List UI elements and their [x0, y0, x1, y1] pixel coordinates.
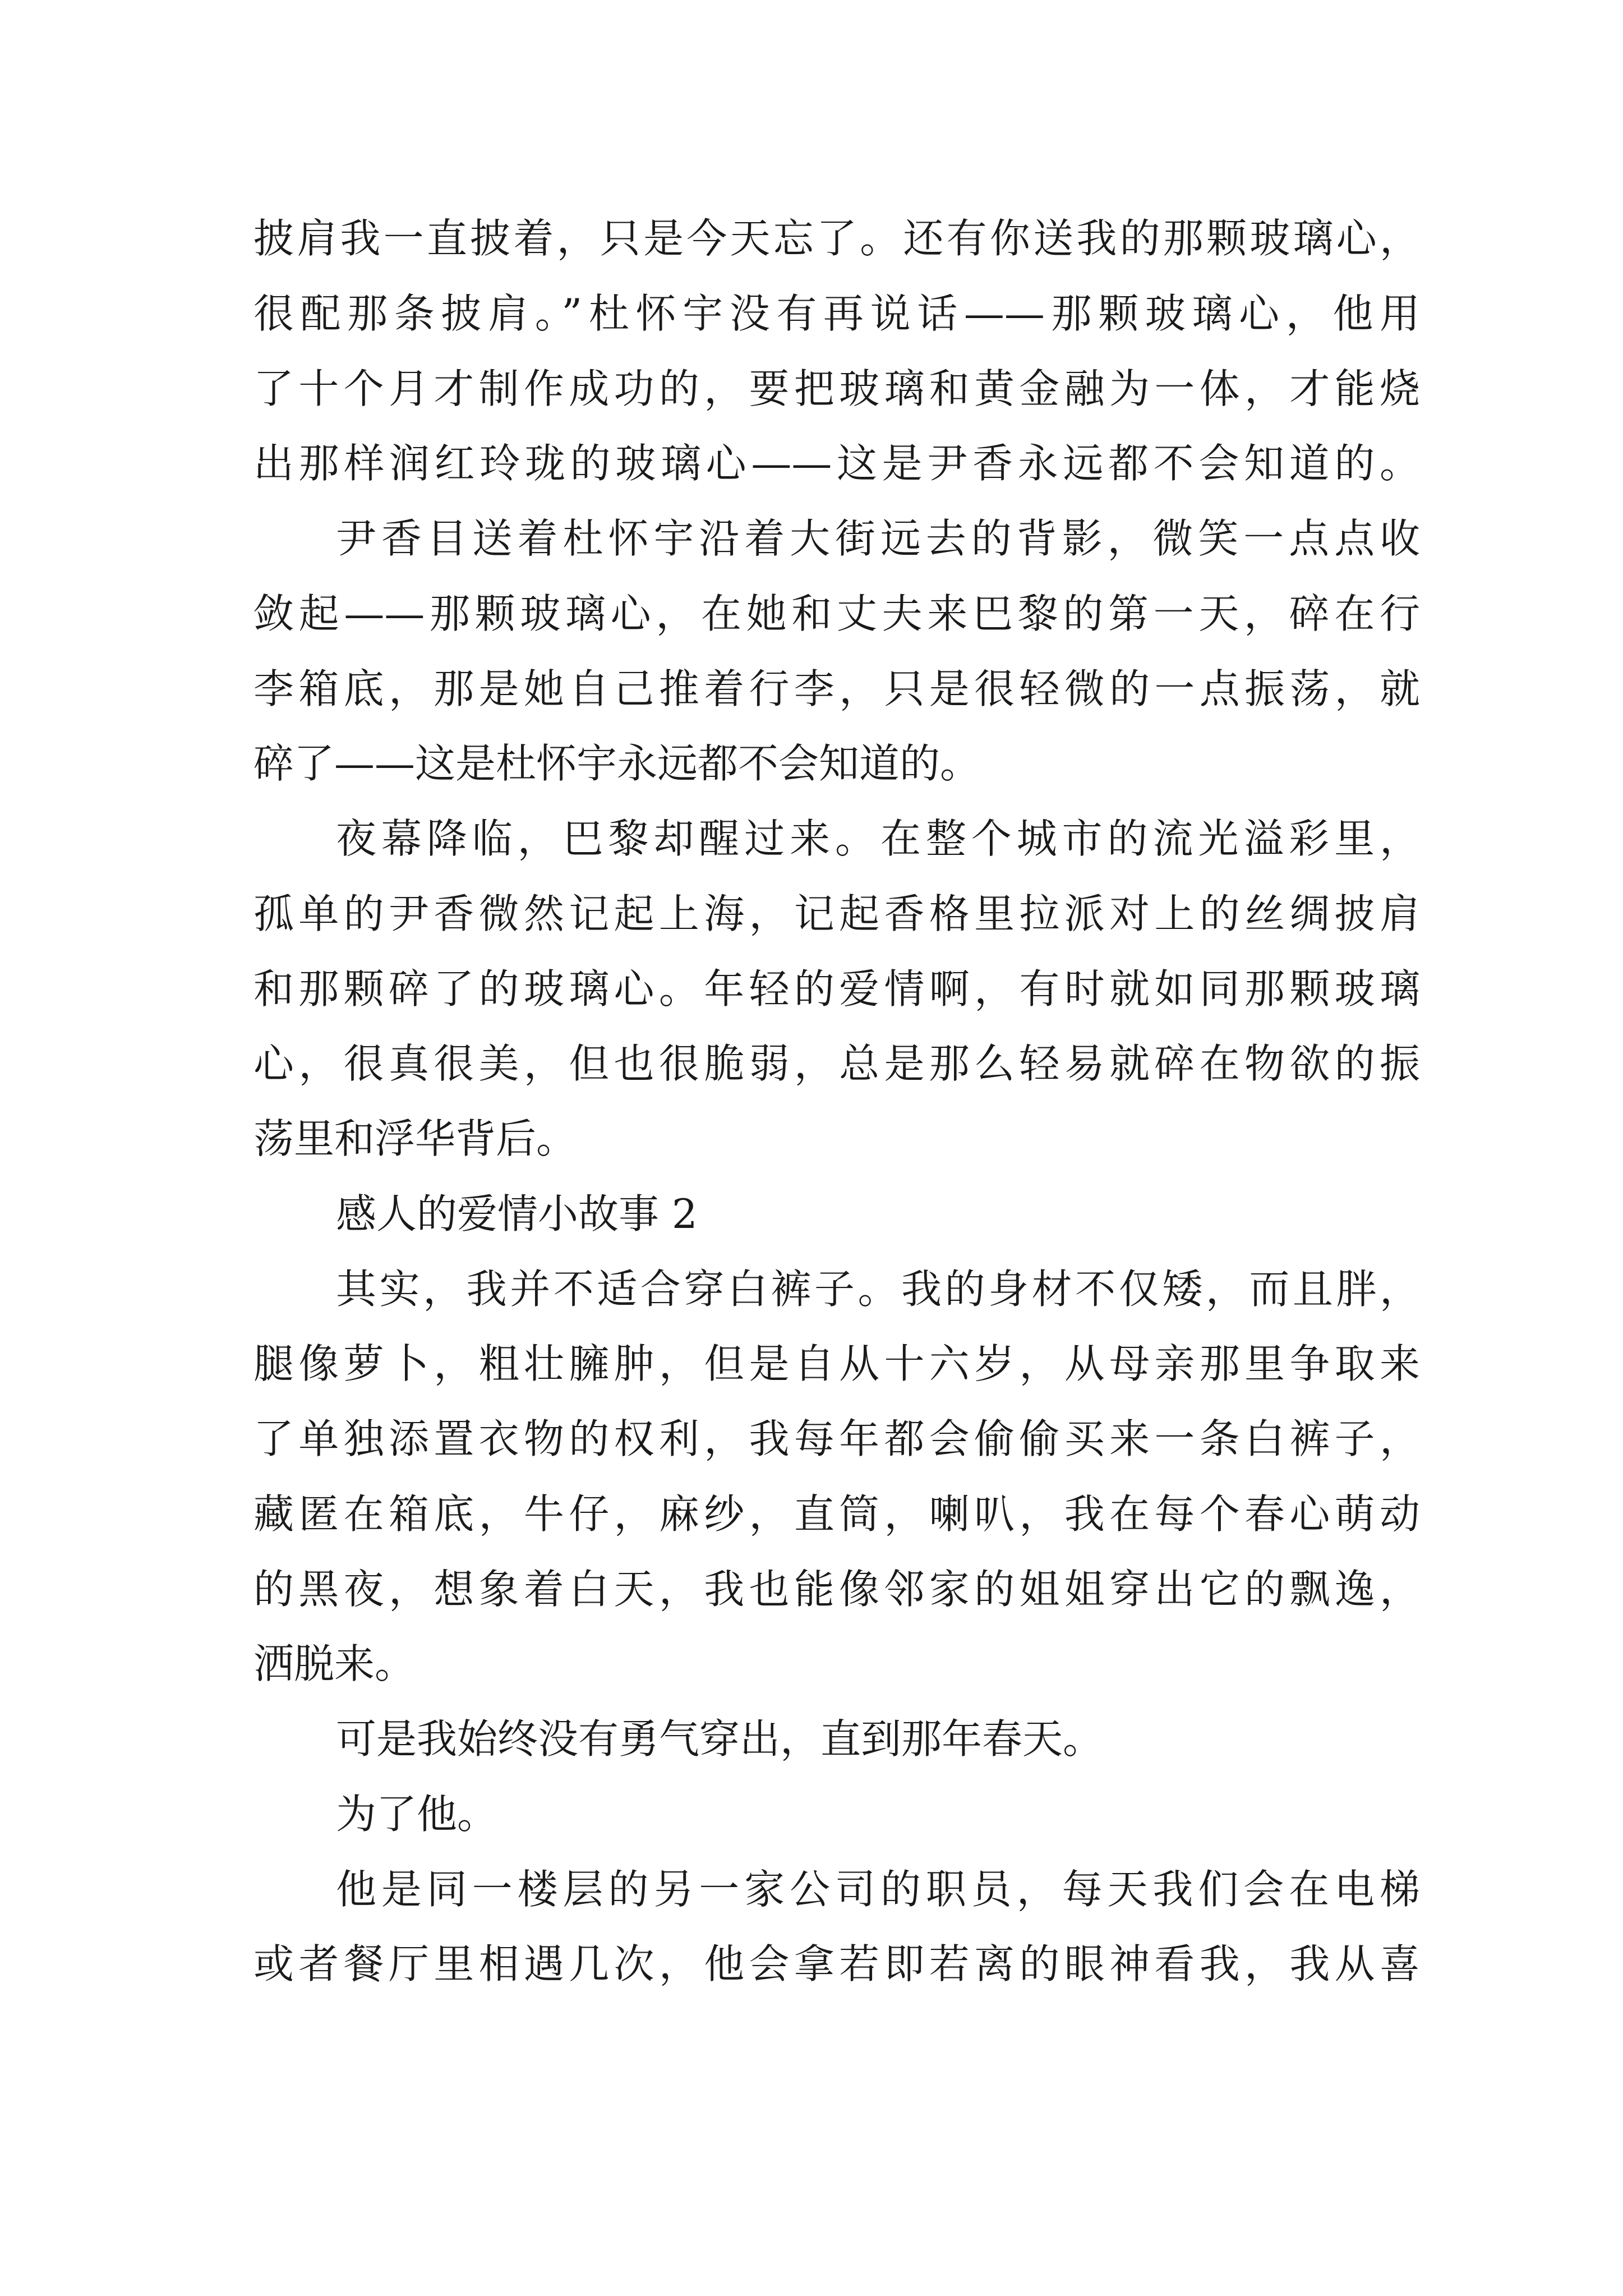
text-line: 敛起——那颗玻璃心，在她和丈夫来巴黎的第一天，碎在行: [253, 590, 1420, 637]
text-line: 碎了——这是杜怀宇永远都不会知道的。: [253, 740, 981, 787]
text-line: 藏匿在箱底，牛仔，麻纱，直筒，喇叭，我在每个春心萌动: [253, 1490, 1420, 1538]
text-line: 孤单的尹香微然记起上海，记起香格里拉派对上的丝绸披肩: [253, 890, 1420, 937]
paragraph-first-line: 可是我始终没有勇气穿出，直到那年春天。: [336, 1715, 1104, 1763]
text-line: 的黑夜，想象着白天，我也能像邻家的姐姐穿出它的飘逸，: [253, 1566, 1420, 1613]
text-line: 和那颗碎了的玻璃心。年轻的爱情啊，有时就如同那颗玻璃: [253, 965, 1420, 1013]
text-line: 李箱底，那是她自己推着行李，只是很轻微的一点振荡，就: [253, 665, 1420, 712]
text-line: 腿像萝卜，粗壮臃肿，但是自从十六岁，从母亲那里争取来: [253, 1340, 1420, 1387]
text-line: 荡里和浮华背后。: [253, 1115, 577, 1162]
text-line: 很配那条披肩。”杜怀宇没有再说话——那颗玻璃心，他用: [253, 290, 1420, 337]
paragraph-first-line: 尹香目送着杜怀宇沿着大街远去的背影，微笑一点点收: [336, 515, 1420, 562]
paragraph-first-line: 为了他。: [336, 1791, 498, 1838]
text-line: 了十个月才制作成功的，要把玻璃和黄金融为一体，才能烧: [253, 365, 1420, 412]
text-line: 披肩我一直披着，只是今天忘了。还有你送我的那颗玻璃心，: [253, 215, 1420, 262]
paragraph-first-line: 他是同一楼层的另一家公司的职员，每天我们会在电梯: [336, 1866, 1420, 1913]
paragraph-first-line: 其实，我并不适合穿白裤子。我的身材不仅矮，而且胖，: [336, 1266, 1420, 1313]
text-line: 洒脱来。: [253, 1640, 416, 1687]
text-line: 了单独添置衣物的权利，我每年都会偷偷买来一条白裤子，: [253, 1415, 1420, 1462]
text-line: 或者餐厅里相遇几次，他会拿若即若离的眼神看我，我从喜: [253, 1940, 1420, 1987]
text-line: 出那样润红玲珑的玻璃心——这是尹香永远都不会知道的。: [253, 440, 1420, 487]
paragraph-first-line: 夜幕降临，巴黎却醒过来。在整个城市的流光溢彩里，: [336, 815, 1420, 862]
text-line: 心，很真很美，但也很脆弱，总是那么轻易就碎在物欲的振: [253, 1040, 1420, 1087]
section-heading: 感人的爱情小故事 2: [336, 1190, 698, 1237]
